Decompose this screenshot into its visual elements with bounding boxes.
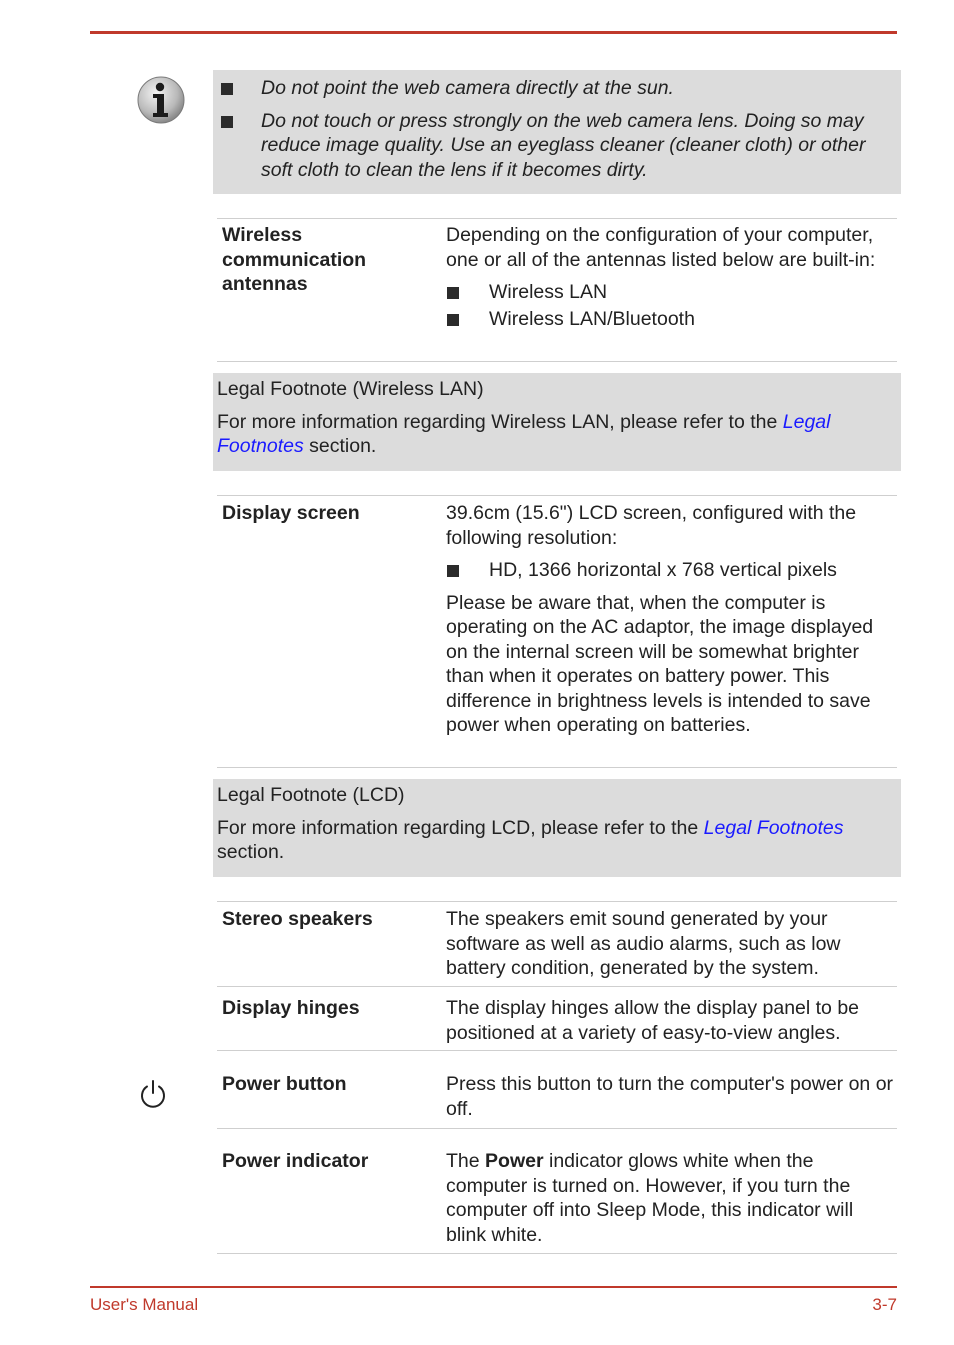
spec-row-speakers xyxy=(217,901,897,987)
spec-row-power-indicator xyxy=(217,1129,897,1254)
header-rule xyxy=(90,31,897,34)
legal-footnote-lcd xyxy=(213,779,901,877)
spec-term: Power button xyxy=(222,1073,347,1095)
spec-row-power-button xyxy=(217,1051,897,1129)
list-text: Wireless LAN/Bluetooth xyxy=(489,307,695,330)
spec-text: The display hinges allow the display panel to be positioned at a variety of easy-to-view angles. xyxy=(446,997,860,1044)
camera-note-box xyxy=(213,70,901,194)
legal-text xyxy=(217,410,893,459)
list-item xyxy=(446,558,894,583)
spec-text xyxy=(446,1149,894,1247)
list-item xyxy=(446,307,894,332)
footer-title: User's Manual xyxy=(90,1295,199,1314)
list-item xyxy=(217,76,893,101)
bullet-square-icon xyxy=(221,116,233,128)
legal-text-part: section. xyxy=(303,435,377,457)
bullet-square-icon xyxy=(447,314,459,326)
spec-term: Wireless communication antennas xyxy=(222,224,367,295)
spec-text-part: indicator glows white when the computer is turned on. However, if you turn the computer off into Sleep Mode, this indicator will blink white. xyxy=(446,1150,854,1246)
legal-footnotes-link[interactable]: Legal Footnotes xyxy=(217,410,831,457)
spec-description xyxy=(446,907,894,989)
legal-text-part: section. xyxy=(217,841,285,863)
list-text: Wireless LAN xyxy=(489,281,608,303)
spec-row-wireless xyxy=(217,218,897,362)
bullet-square-icon xyxy=(221,83,233,95)
list-text: HD, 1366 horizontal x 768 vertical pixels xyxy=(489,559,837,581)
power-icon xyxy=(138,1078,168,1108)
spec-row-display xyxy=(217,495,897,768)
bullet-square-icon xyxy=(447,287,459,299)
legal-text-part: For more information regarding LCD, please refer to the xyxy=(217,816,704,839)
spec-term: Display hinges xyxy=(222,997,360,1019)
list-item xyxy=(446,280,894,305)
spec-term: Display screen xyxy=(222,502,360,524)
legal-title: Legal Footnote (Wireless LAN) xyxy=(217,378,484,400)
info-icon xyxy=(136,75,186,125)
spec-text: The speakers emit sound generated by your software as well as audio alarms, such as low battery condition, generated by the system. xyxy=(446,908,841,979)
legal-text-part: For more information regarding Wireless LAN, please refer to the xyxy=(217,410,783,433)
spec-text: 39.6cm (15.6") LCD screen, configured with the following resolution: xyxy=(446,502,857,549)
spec-description xyxy=(446,501,894,746)
page-number: 3-7 xyxy=(872,1295,897,1314)
spec-description xyxy=(446,223,894,339)
legal-footnotes-link[interactable]: Legal Footnotes xyxy=(703,816,844,839)
spec-text-part: The xyxy=(446,1150,486,1172)
spec-description xyxy=(446,996,894,1053)
spec-term: Power indicator xyxy=(222,1150,369,1172)
spec-text: Press this button to turn the computer's power on or off. xyxy=(446,1073,894,1120)
spec-text: Please be aware that, when the computer is operating on the AC adaptor, the image displayed on the internal screen will be somewhat brighter than when it operates on battery power. This difference in brightness levels is intended to save power when operating on batteries. xyxy=(446,591,874,736)
note-text: Do not touch or press strongly on the web camera lens. Doing so may reduce image quality. Use an eyeglass cleaner (cleaner cloth) or other soft cloth to clean the lens if it becomes dirty. xyxy=(261,109,866,181)
legal-title: Legal Footnote (LCD) xyxy=(217,784,405,806)
spec-term: Stereo speakers xyxy=(222,908,373,930)
spec-description xyxy=(446,1072,894,1129)
spec-text: Depending on the configuration of your computer, one or all of the antennas listed below are built-in: xyxy=(446,224,876,271)
bullet-square-icon xyxy=(447,565,459,577)
note-text: Do not point the web camera directly at the sun. xyxy=(261,77,674,99)
legal-footnote-wlan xyxy=(213,373,901,471)
legal-text xyxy=(217,816,893,865)
spec-description xyxy=(446,1149,894,1255)
spec-row-hinges xyxy=(217,987,897,1051)
footer-rule xyxy=(90,1286,897,1288)
list-item xyxy=(217,109,893,183)
spec-text-bold: Power xyxy=(485,1150,544,1172)
